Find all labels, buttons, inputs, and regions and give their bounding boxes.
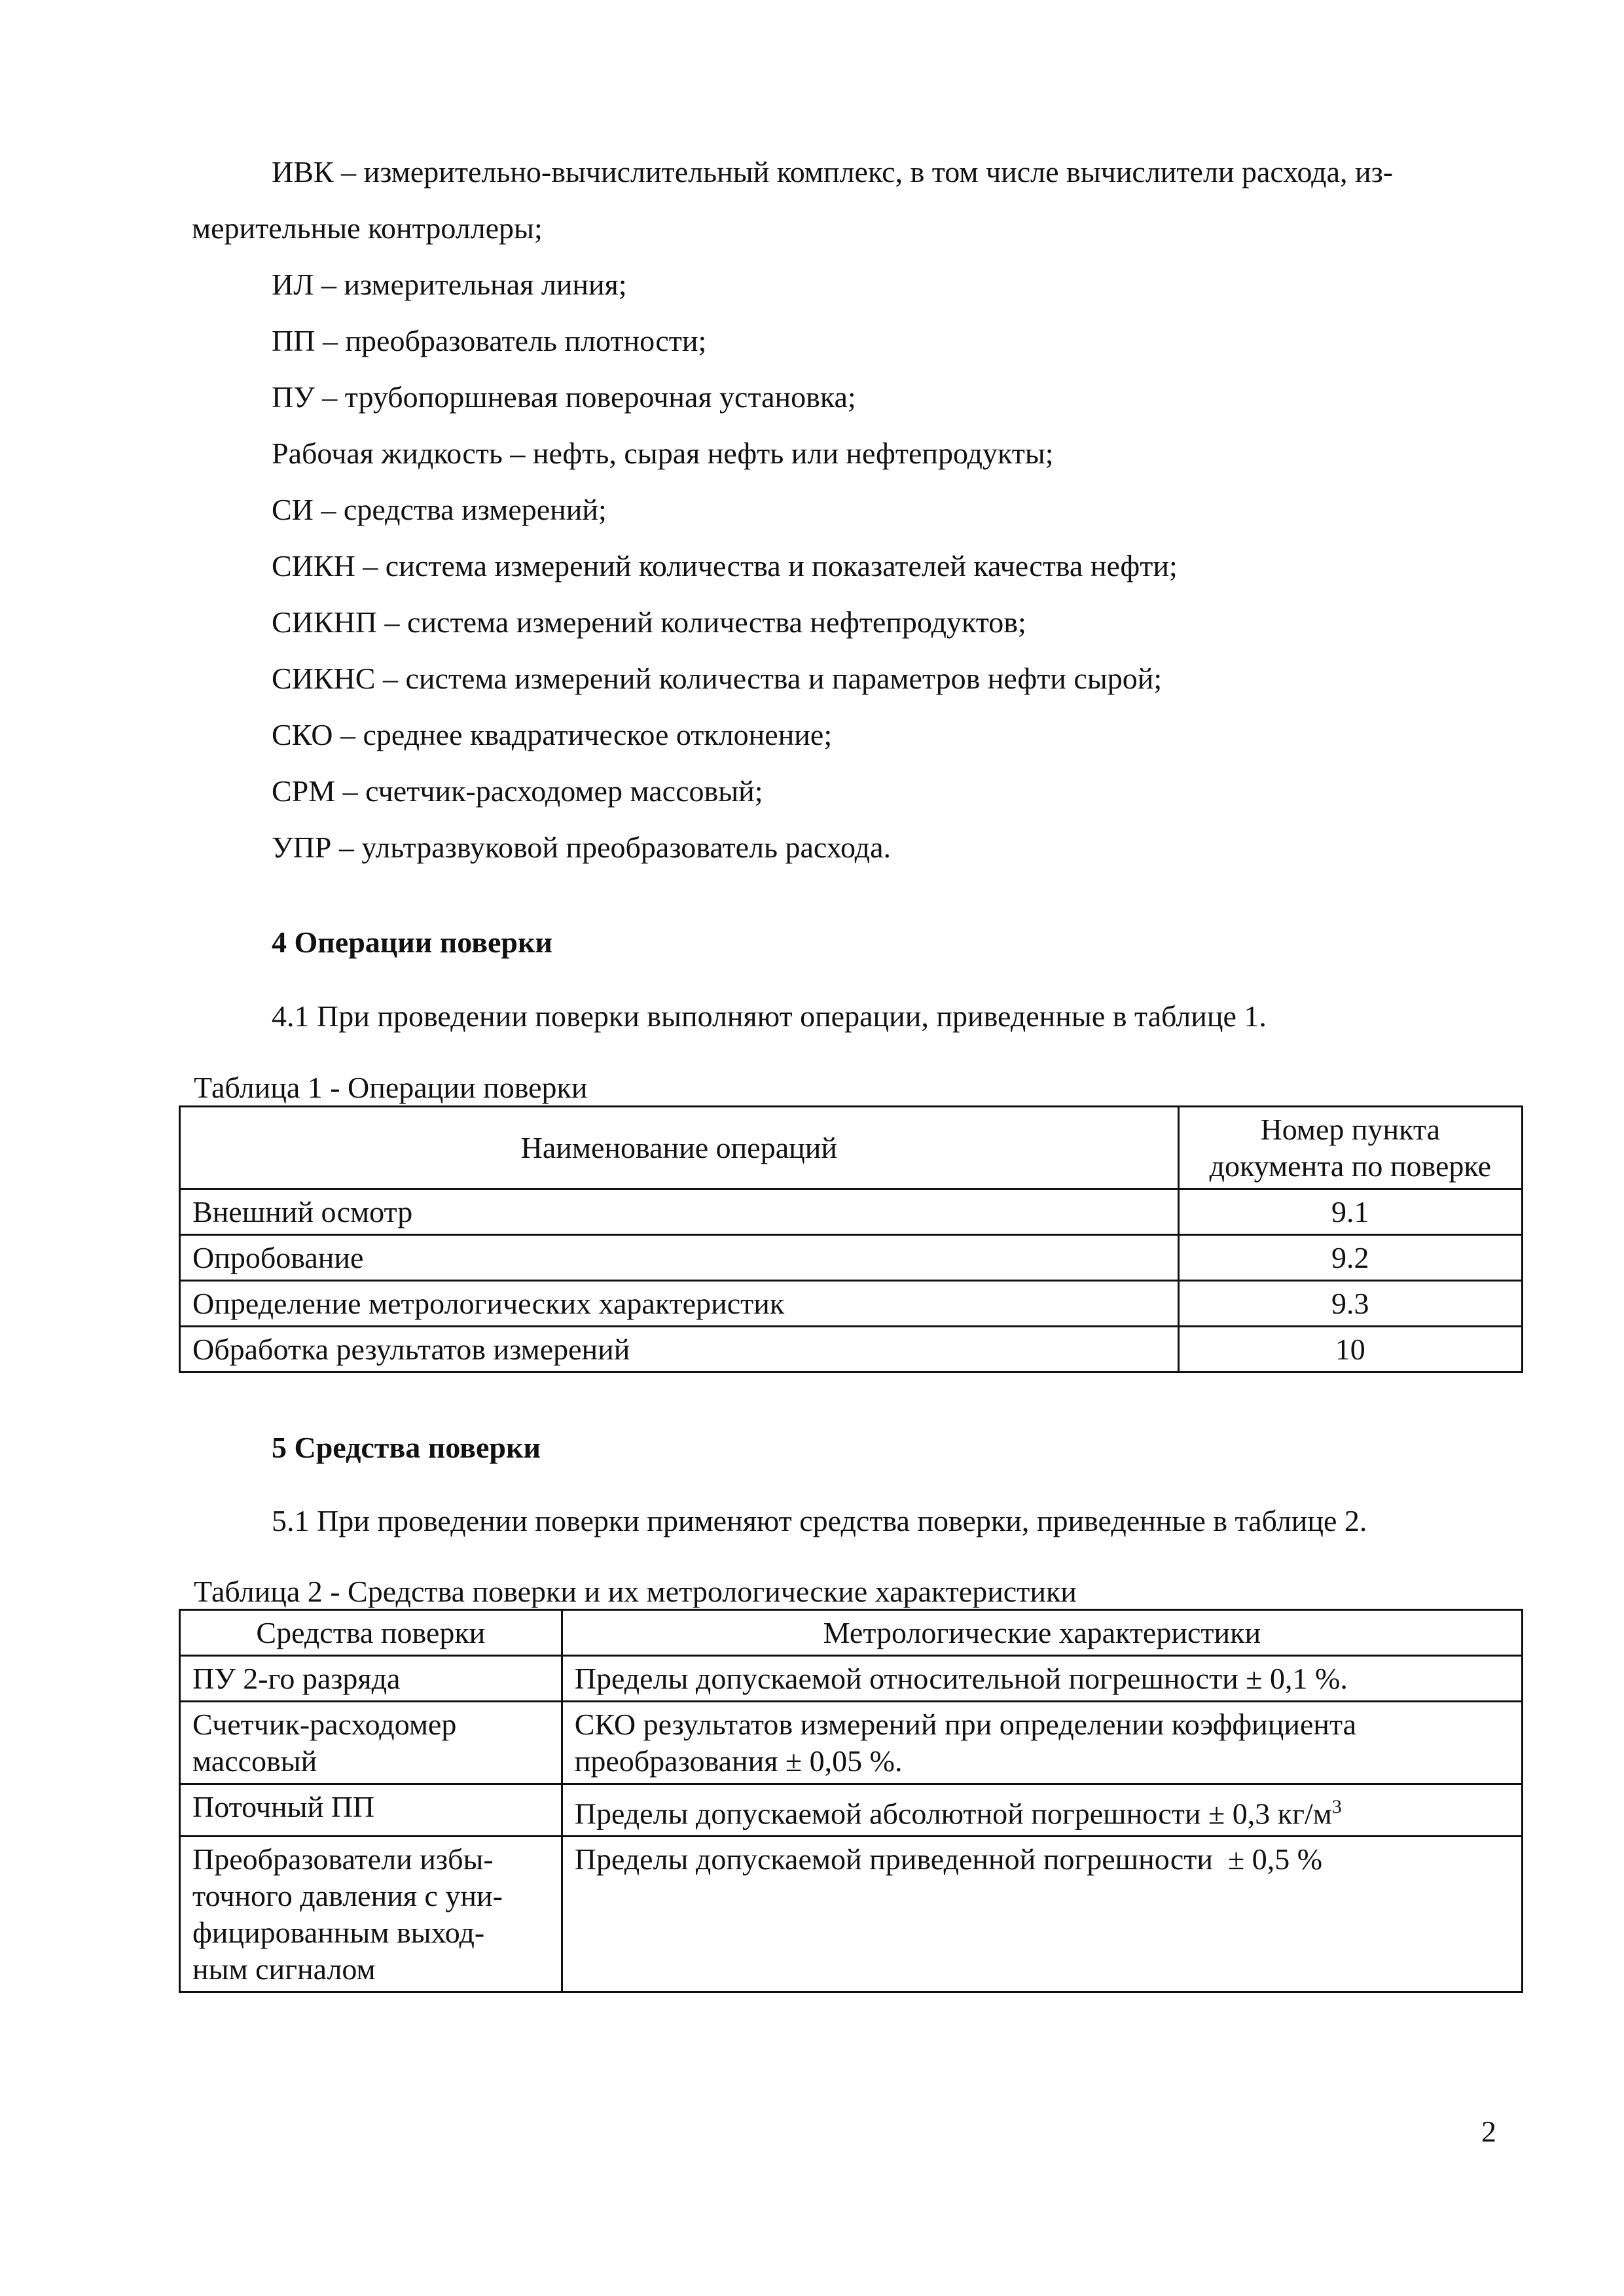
tool-name (180, 1656, 562, 1702)
operation-item-number: 9.1 (1178, 1189, 1522, 1235)
tool-name-line: Преобразователи избы- (192, 1842, 494, 1876)
table-row (180, 1327, 1523, 1372)
tool-name-line: Поточный ПП (192, 1790, 375, 1823)
tool-name-line: фицированным выход- (192, 1916, 485, 1950)
abbr-siknp: СИКНП – система измерений количества нефтепродуктов; (272, 605, 1026, 639)
header-line: Номер пункта (1260, 1113, 1440, 1146)
abbr-il: ИЛ – измерительная линия; (272, 268, 627, 301)
table-row (180, 1610, 1523, 1656)
table-2-header-characteristics: Метрологические характеристики (562, 1610, 1522, 1656)
table-row (180, 1189, 1523, 1235)
characteristics-line: СКО результатов измерений при определении коэффициента (574, 1708, 1357, 1741)
operation-name: Внешний осмотр (180, 1189, 1179, 1235)
tool-name-line: Счетчик-расходомер (192, 1708, 457, 1741)
table-row (180, 1702, 1523, 1784)
table-2-header-tools: Средства поверки (180, 1610, 562, 1656)
table-1-header-operations: Наименование операций (180, 1107, 1179, 1189)
tool-name-line: ПУ 2-го разряда (192, 1662, 401, 1695)
characteristics-line: Пределы допускаемой приведенной погрешности ± 0,5 % (574, 1842, 1323, 1876)
tool-characteristics (562, 1656, 1522, 1702)
table-row (180, 1235, 1523, 1281)
abbr-ivk-line1: ИВК – измерительно-вычислительный комплекс, в том числе вычислители расхода, из- (272, 155, 1394, 188)
tool-name-line: точного давления с уни- (192, 1879, 503, 1913)
tool-characteristics (562, 1837, 1522, 1992)
abbr-upr: УПР – ультразвуковой преобразователь расхода. (272, 831, 891, 864)
tool-name-line: массовый (192, 1744, 317, 1778)
section-5-heading: 5 Средства поверки (272, 1431, 541, 1464)
table-row (180, 1837, 1523, 1992)
unit-superscript: 3 (1331, 1796, 1342, 1818)
table-row (180, 1784, 1523, 1837)
header-line: документа по поверке (1209, 1149, 1492, 1183)
operation-name: Обработка результатов измерений (180, 1327, 1179, 1372)
tool-characteristics (562, 1784, 1522, 1837)
characteristics-line: преобразования ± 0,05 %. (574, 1744, 903, 1778)
abbr-sikns: СИКНС – система измерений количества и параметров нефти сырой; (272, 662, 1163, 695)
table-2-verification-tools (179, 1609, 1523, 1993)
tool-name (180, 1784, 562, 1837)
table-row (180, 1107, 1523, 1189)
section-5-paragraph: 5.1 При проведении поверки применяют средства поверки, приведенные в таблице 2. (272, 1504, 1367, 1537)
tool-characteristics (562, 1702, 1522, 1784)
operation-item-number: 9.3 (1178, 1281, 1522, 1327)
table-2-caption: Таблица 2 - Средства поверки и их метрологические характеристики (194, 1575, 1077, 1608)
page-number: 2 (1481, 2115, 1496, 2148)
table-1-header-item-number (1178, 1107, 1522, 1189)
abbr-pu: ПУ – трубопоршневая поверочная установка; (272, 380, 856, 414)
abbr-working-fluid: Рабочая жидкость – нефть, сырая нефть или нефтепродукты; (272, 437, 1054, 470)
table-row (180, 1281, 1523, 1327)
tool-name (180, 1702, 562, 1784)
characteristics-line: Пределы допускаемой абсолютной погрешности ± 0,3 кг/м (574, 1797, 1332, 1831)
table-1-operations (179, 1105, 1523, 1373)
table-row (180, 1656, 1523, 1702)
operation-item-number: 10 (1178, 1327, 1522, 1372)
section-4-paragraph: 4.1 При проведении поверки выполняют операции, приведенные в таблице 1. (272, 999, 1267, 1033)
section-4-heading: 4 Операции поверки (272, 925, 553, 959)
abbr-sko: СКО – среднее квадратическое отклонение; (272, 718, 833, 751)
abbr-srm: СРМ – счетчик-расходомер массовый; (272, 774, 763, 808)
operation-item-number: 9.2 (1178, 1235, 1522, 1281)
tool-name-line: ным сигналом (192, 1952, 376, 1986)
abbr-sikn: СИКН – система измерений количества и показателей качества нефти; (272, 549, 1178, 583)
abbr-ivk-line2: мерительные контроллеры; (192, 211, 543, 245)
abbr-pp: ПП – преобразователь плотности; (272, 324, 707, 357)
tool-name (180, 1837, 562, 1992)
operation-name: Опробование (180, 1235, 1179, 1281)
table-1-caption: Таблица 1 - Операции поверки (194, 1071, 588, 1104)
operation-name: Определение метрологических характеристик (180, 1281, 1179, 1327)
abbr-si: СИ – средства измерений; (272, 493, 607, 526)
characteristics-line: Пределы допускаемой относительной погрешности ± 0,1 %. (574, 1662, 1348, 1695)
